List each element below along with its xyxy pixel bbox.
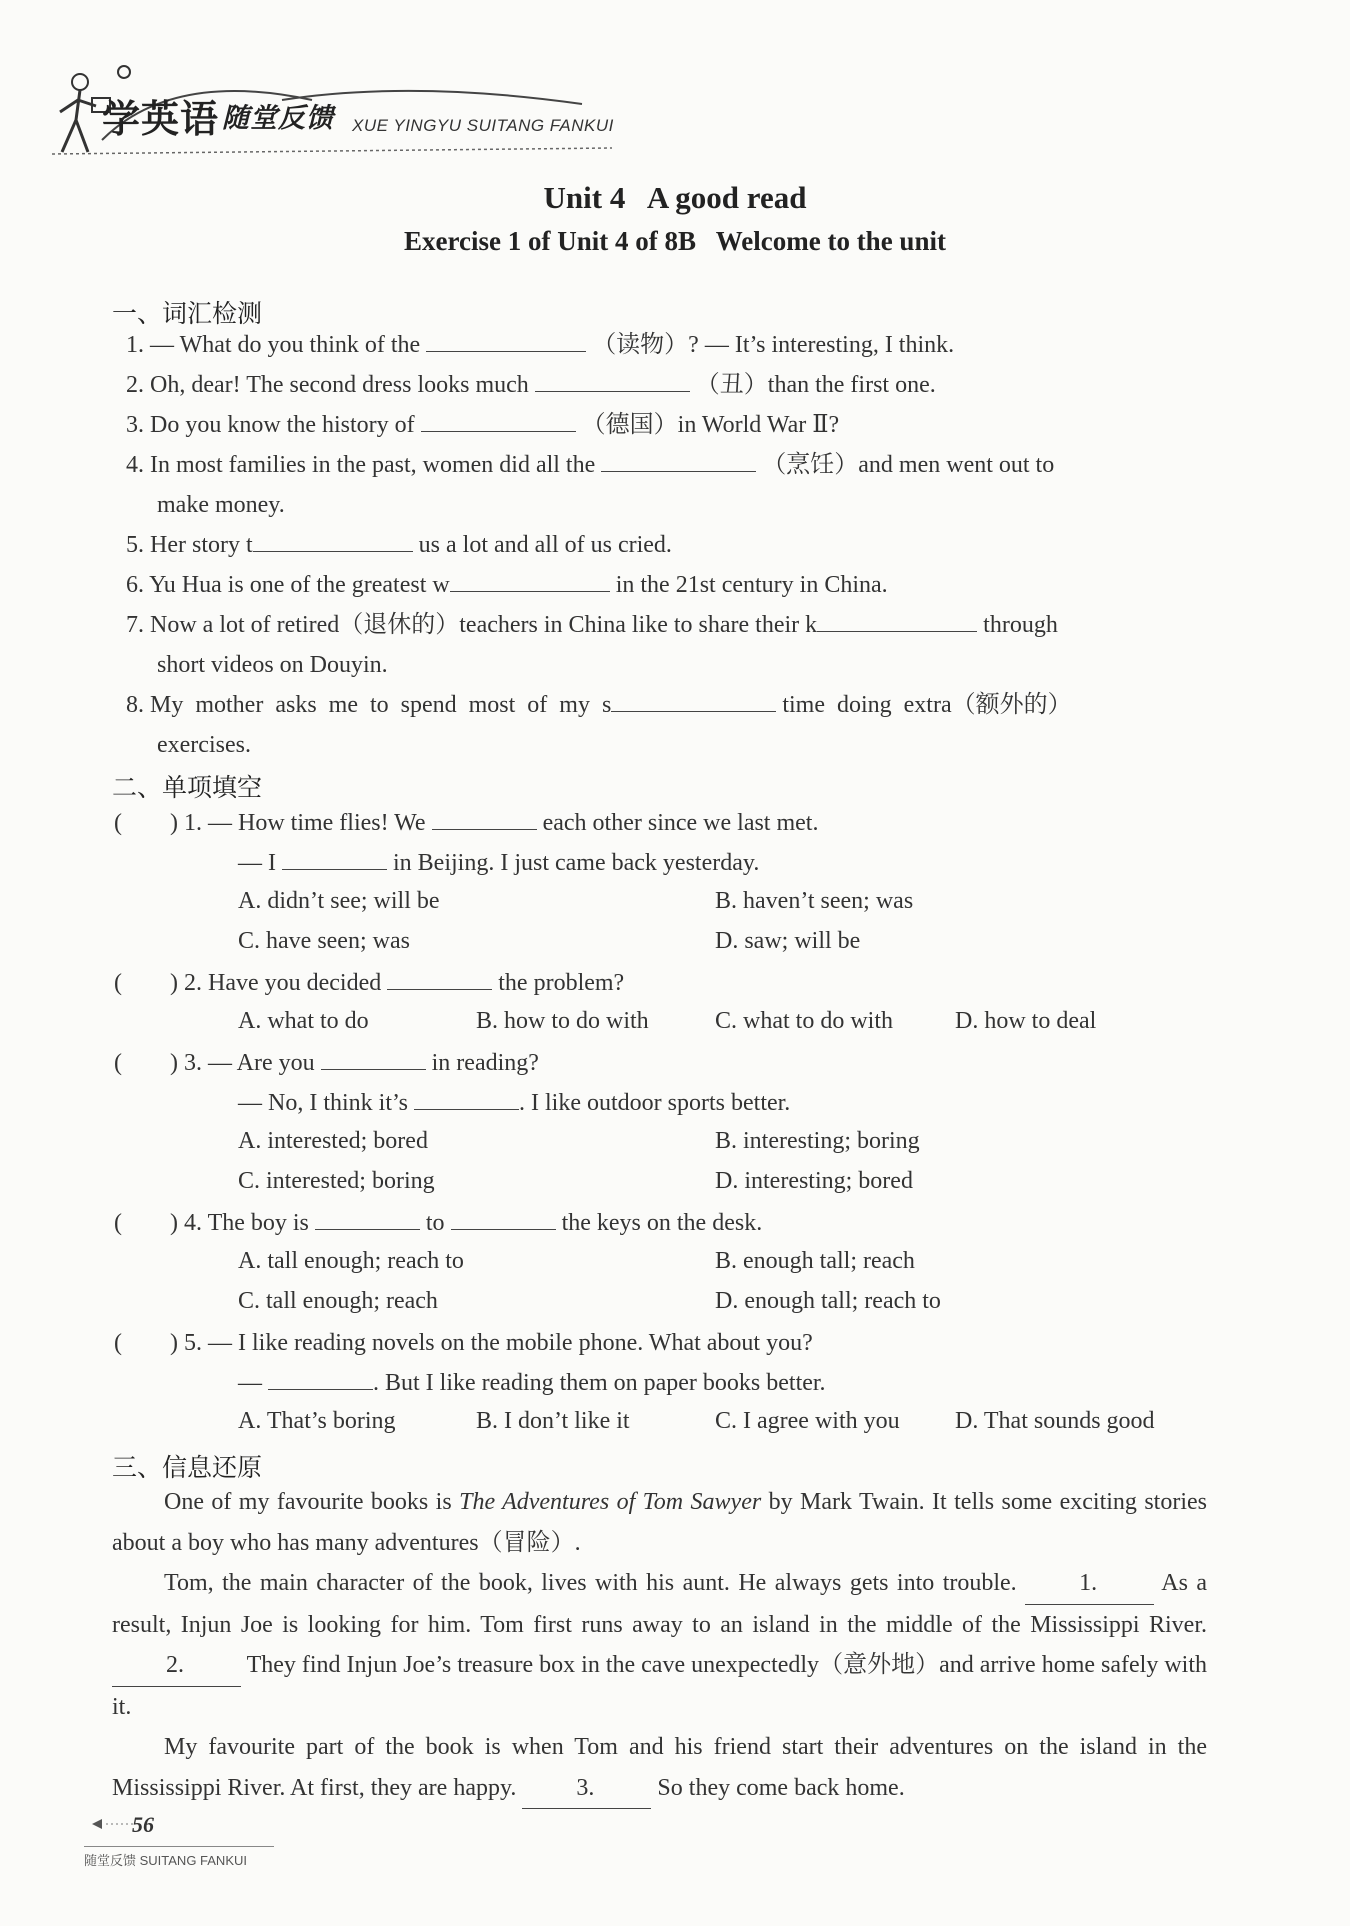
option-c[interactable]: C. what to do with — [715, 1008, 893, 1034]
mc-question-3: ( ) 3. — Are you in reading? — [114, 1050, 539, 1076]
passage-blank-2[interactable]: 2. — [112, 1645, 241, 1687]
answer-blank — [451, 1209, 556, 1230]
answer-paren[interactable]: ( ) — [114, 810, 178, 836]
option-b[interactable]: B. how to do with — [476, 1008, 649, 1034]
answer-blank — [387, 969, 492, 990]
option-b[interactable]: B. interesting; boring — [715, 1128, 920, 1154]
vocab-item-2: 2. Oh, dear! The second dress looks much （丑）than the first one. — [126, 372, 936, 398]
option-a[interactable]: A. didn’t see; will be — [238, 888, 440, 914]
option-d[interactable]: D. That sounds good — [955, 1408, 1155, 1434]
vocab-item-8-cont: exercises. — [157, 732, 251, 758]
mc-question-5-line2: — . But I like reading them on paper books better. — [238, 1370, 826, 1396]
option-a[interactable]: A. interested; bored — [238, 1128, 428, 1154]
answer-blank[interactable] — [601, 451, 756, 472]
exercise-title: Exercise 1 of Unit 4 of 8B Welcome to the unit — [404, 226, 946, 256]
section2-heading: 二、单项填空 — [112, 773, 263, 802]
answer-blank[interactable] — [253, 531, 413, 552]
mc-question-3-line2: — No, I think it’s . I like outdoor sports better. — [238, 1090, 791, 1116]
option-c[interactable]: C. I agree with you — [715, 1408, 900, 1434]
answer-blank — [321, 1049, 426, 1070]
vocab-item-7: 7. Now a lot of retired（退休的）teachers in China like to share their k through — [126, 612, 1058, 638]
passage-paragraph-1: One of my favourite books is The Adventures of Tom Sawyer by Mark Twain. It tells some exciting stories about a boy who has many adventures（冒险）. — [112, 1489, 1207, 1556]
section1-heading: 一、词汇检测 — [112, 299, 263, 328]
page-header — [52, 60, 652, 160]
vocab-item-8: 8. My mother asks me to spend most of my s time doing extra（额外的） — [126, 692, 1072, 718]
brand-title: 学英语 — [102, 97, 220, 141]
option-a[interactable]: A. That’s boring — [238, 1408, 396, 1434]
mc-question-2: ( ) 2. Have you decided the problem? — [114, 970, 625, 996]
answer-paren[interactable]: ( ) — [114, 1050, 178, 1076]
option-b[interactable]: B. haven’t seen; was — [715, 888, 914, 914]
answer-blank[interactable] — [426, 331, 586, 352]
answer-blank[interactable] — [450, 571, 610, 592]
option-c[interactable]: C. interested; boring — [238, 1168, 435, 1194]
option-d[interactable]: D. interesting; bored — [715, 1168, 913, 1194]
answer-paren[interactable]: ( ) — [114, 1210, 178, 1236]
vocab-item-6: 6. Yu Hua is one of the greatest w in the 21st century in China. — [126, 572, 888, 598]
book-title: The Adventures of Tom Sawyer — [459, 1489, 762, 1515]
option-b[interactable]: B. enough tall; reach — [715, 1248, 915, 1274]
mc-question-5: ( ) 5. — I like reading novels on the mobile phone. What about you? — [114, 1330, 813, 1356]
vocab-item-1: 1. — What do you think of the （读物）? — It’s interesting, I think. — [126, 332, 955, 358]
option-c[interactable]: C. tall enough; reach — [238, 1288, 438, 1314]
answer-blank[interactable] — [421, 411, 576, 432]
option-a[interactable]: A. what to do — [238, 1008, 369, 1034]
section3-heading: 三、信息还原 — [112, 1453, 263, 1482]
passage-paragraph-3: My favourite part of the book is when Tom and his friend start their adventures on the island in the Mississippi River. At first, they are happy. 3. So they come back home. — [112, 1727, 1207, 1809]
passage-blank-1[interactable]: 1. — [1025, 1563, 1154, 1605]
mc-question-1: ( ) 1. — How time flies! We each other since we last met. — [114, 810, 819, 836]
answer-blank — [432, 809, 537, 830]
answer-blank[interactable] — [535, 371, 690, 392]
unit-title: Unit 4 A good read — [543, 180, 807, 215]
vocab-item-7-cont: short videos on Douyin. — [157, 652, 388, 678]
answer-blank — [282, 849, 387, 870]
vocab-item-3: 3. Do you know the history of （德国）in World War Ⅱ? — [126, 412, 840, 438]
answer-blank[interactable] — [817, 611, 977, 632]
footer-divider — [84, 1846, 274, 1847]
answer-blank[interactable] — [611, 691, 776, 712]
answer-paren[interactable]: ( ) — [114, 1330, 178, 1356]
option-d[interactable]: D. how to deal — [955, 1008, 1097, 1034]
mc-question-4: ( ) 4. The boy is to the keys on the desk. — [114, 1210, 763, 1236]
passage-blank-3[interactable]: 3. — [522, 1768, 651, 1810]
answer-paren[interactable]: ( ) — [114, 970, 178, 996]
footer-brand: 随堂反馈 SUITANG FANKUI — [84, 1853, 247, 1868]
vocab-item-5: 5. Her story t us a lot and all of us cried. — [126, 532, 672, 558]
reading-passage — [112, 1482, 1207, 1809]
answer-blank — [268, 1369, 373, 1390]
answer-blank — [414, 1089, 519, 1110]
option-a[interactable]: A. tall enough; reach to — [238, 1248, 464, 1274]
brand-title-2: 随堂反馈 — [222, 103, 334, 134]
option-b[interactable]: B. I don’t like it — [476, 1408, 630, 1434]
vocab-item-4-cont: make money. — [157, 492, 285, 518]
page-number: 56 — [132, 1812, 154, 1837]
option-c[interactable]: C. have seen; was — [238, 928, 410, 954]
option-d[interactable]: D. enough tall; reach to — [715, 1288, 941, 1314]
brand-subtitle: XUE YINGYU SUITANG FANKUI — [352, 116, 614, 135]
vocab-item-4: 4. In most families in the past, women did all the （烹饪）and men went out to — [126, 452, 1055, 478]
option-d[interactable]: D. saw; will be — [715, 928, 861, 954]
mc-question-1-line2: — I in Beijing. I just came back yesterday. — [238, 850, 760, 876]
answer-blank — [315, 1209, 420, 1230]
passage-paragraph-2: Tom, the main character of the book, lives with his aunt. He always gets into trouble. 1. As a result, Injun Joe is looking for him. Tom first runs away to an island in the middle of the Mississippi River. 2. They find Injun Joe’s treasure box in the cave unexpectedly（意外地）and arrive home safely with it. — [112, 1563, 1207, 1727]
